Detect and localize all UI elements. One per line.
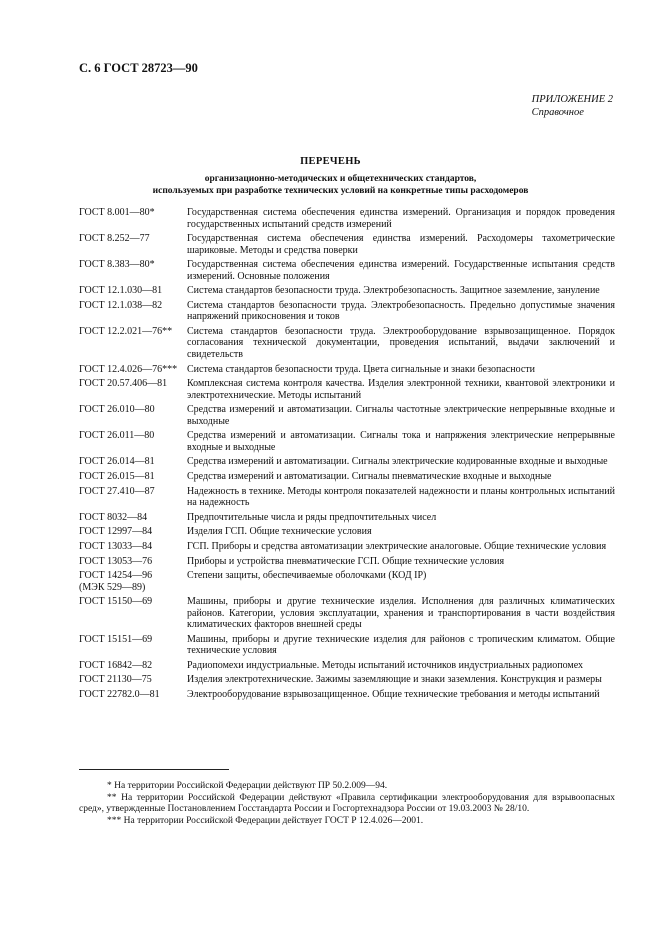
standard-code: ГОСТ 22782.0—81 — [79, 689, 160, 701]
standard-description: Приборы и устройства пневматические ГСП. Общие технические условия — [187, 555, 505, 567]
appendix-type: Справочное — [531, 107, 584, 118]
standard-description: Средства измерений и автоматизации. Сигналы пневматические входные и выходные — [187, 471, 552, 483]
standard-description: ГСП. Приборы и средства автоматизации электрические аналоговые. Общие технические условия — [187, 540, 607, 552]
standard-row — [79, 512, 615, 524]
standard-row — [79, 596, 615, 631]
footnote: * На территории Российской Федерации действуют ПР 50.2.009—94. — [107, 781, 388, 791]
standard-row — [79, 471, 615, 483]
document-subtitle — [60, 174, 621, 197]
standard-code: ГОСТ 16842—82 — [79, 659, 153, 671]
standard-row — [79, 526, 615, 538]
standard-row — [79, 570, 615, 593]
standard-code: ГОСТ 26.015—81 — [79, 471, 155, 483]
standard-code: ГОСТ 13033—84 — [79, 540, 153, 552]
standard-description: Система стандартов безопасности труда. Электробезопасность. Предельно допустимые значения напряжений прикосновения и токов — [187, 299, 615, 323]
subtitle-line: организационно-методических и общетехнических стандартов, — [204, 174, 477, 184]
standard-row — [79, 674, 615, 686]
standard-description: Государственная система обеспечения единства измерений. Организация и порядок проведения государственных испытаний средств измерений — [187, 207, 615, 230]
standard-code: ГОСТ 15151—69 — [79, 633, 153, 645]
standard-description: Система стандартов безопасности труда. Электробезопасность. Защитное заземление, зануление — [187, 285, 600, 297]
standard-row — [79, 364, 615, 376]
standard-description: Государственная система обеспечения единства измерений. Расходомеры тахометрические шариковые. Методы и средства поверки — [187, 233, 615, 256]
standard-code: ГОСТ 20.57.406—81 — [79, 378, 168, 390]
standard-code: ГОСТ 12.1.030—81 — [79, 285, 163, 297]
document-title: ПЕРЕЧЕНЬ — [300, 156, 361, 167]
standard-row — [79, 233, 615, 256]
standard-description: Государственная система обеспечения единства измерений. Государственные испытания средств измерений. Основные положения — [187, 259, 615, 282]
standard-row — [79, 689, 615, 701]
standard-code: ГОСТ 8032—84 — [79, 511, 148, 523]
standards-list — [79, 207, 615, 704]
footnote-divider — [79, 769, 229, 770]
footnotes — [79, 781, 615, 828]
standard-code: ГОСТ 27.410—87 — [79, 485, 155, 497]
standard-code: ГОСТ 26.011—80 — [79, 430, 155, 442]
standard-row — [79, 285, 615, 297]
standard-code: ГОСТ 26.010—80 — [79, 404, 155, 416]
standard-description: Изделия ГСП. Общие технические условия — [187, 526, 372, 538]
standard-row — [79, 541, 615, 553]
standard-code: ГОСТ 12.2.021—76** — [79, 325, 173, 337]
standard-row — [79, 326, 615, 361]
standard-description: Машины, приборы и другие технические изделия для районов с тропическим климатом. Общие технические условия — [187, 633, 615, 657]
standard-description: Изделия электротехнические. Зажимы заземляющие и знаки заземления. Конструкция и размеры — [187, 674, 602, 686]
standard-description: Предпочтительные числа и ряды предпочтительных чисел — [187, 511, 437, 523]
standard-row — [79, 556, 615, 568]
page-header: С. 6 ГОСТ 28723—90 — [79, 61, 198, 75]
standard-description: Система стандартов безопасности труда. Цвета сигнальные и знаки безопасности — [187, 363, 535, 375]
standard-code: ГОСТ 13053—76 — [79, 555, 153, 567]
appendix-label — [532, 93, 613, 119]
standard-description: Машины, приборы и другие технические изделия. Исполнения для различных климатических районов. Категории, условия эксплуатации, хранения и транспортирования в части воздействия климатических факторов внешней среды — [187, 596, 615, 631]
standard-row — [79, 430, 615, 453]
standard-code: ГОСТ 21130—75 — [79, 674, 152, 686]
standard-row — [79, 300, 615, 323]
standard-row — [79, 634, 615, 657]
standard-description: Система стандартов безопасности труда. Электрооборудование взрывозащищенное. Порядок согласования технической документации, проведения испытаний, выдачи заключений и свидетельств — [187, 325, 615, 360]
standard-description: Радиопомехи индустриальные. Методы испытаний источников индустриальных радиопомех — [187, 659, 584, 671]
standard-description: Степени защиты, обеспечиваемые оболочками (КОД IP) — [187, 570, 427, 582]
subtitle-line: используемых при разработке технических условий на конкретные типы расходомеров — [152, 185, 529, 196]
standard-description: Электрооборудование взрывозащищенное. Общие технические требования и методы испытаний — [187, 689, 600, 701]
standard-code: ГОСТ 12.4.026—76*** — [79, 363, 178, 375]
standard-row — [79, 486, 615, 509]
standard-row — [79, 456, 615, 468]
standard-row — [79, 207, 615, 230]
standard-description: Надежность в технике. Методы контроля показателей надежности и планы контрольных испытаний на надежность — [187, 485, 615, 509]
standard-row — [79, 660, 615, 672]
standard-row — [79, 404, 615, 427]
standard-row — [79, 378, 615, 401]
standard-description: Средства измерений и автоматизации. Сигналы электрические кодированные входные и выходные — [187, 456, 608, 468]
standard-description: Средства измерений и автоматизации. Сигналы частотные электрические непрерывные входные и выходные — [187, 404, 615, 427]
standard-code: ГОСТ 15150—69 — [79, 596, 153, 608]
standard-code: ГОСТ 8.383—80* — [79, 259, 155, 271]
standard-code: ГОСТ 26.014—81 — [79, 456, 155, 468]
standard-code: ГОСТ 12997—84 — [79, 526, 153, 538]
standard-description: Комплексная система контроля качества. Изделия электронной техники, квантовой электроники и электротехнические. Методы испытаний — [187, 378, 615, 401]
standard-code: ГОСТ 12.1.038—82 — [79, 299, 163, 311]
appendix-title: ПРИЛОЖЕНИЕ 2 — [531, 94, 613, 105]
footnote: ** На территории Российской Федерации действуют «Правила сертификации электрооборудования для взрывоопасных сред», утвержденные Постановлением Госстандарта России и Госгортехнадзора России от 19.03.2003 № 28/10. — [79, 793, 615, 814]
standard-code: ГОСТ 8.001—80* — [79, 207, 155, 218]
standard-description: Средства измерений и автоматизации. Сигналы тока и напряжения электрические непрерывные входные и выходные — [187, 430, 615, 453]
standard-code: ГОСТ 14254—96 (МЭК 529—89) — [79, 570, 153, 593]
standard-code: ГОСТ 8.252—77 — [79, 233, 150, 245]
standard-row — [79, 259, 615, 282]
footnote: *** На территории Российской Федерации действует ГОСТ Р 12.4.026—2001. — [107, 816, 424, 826]
